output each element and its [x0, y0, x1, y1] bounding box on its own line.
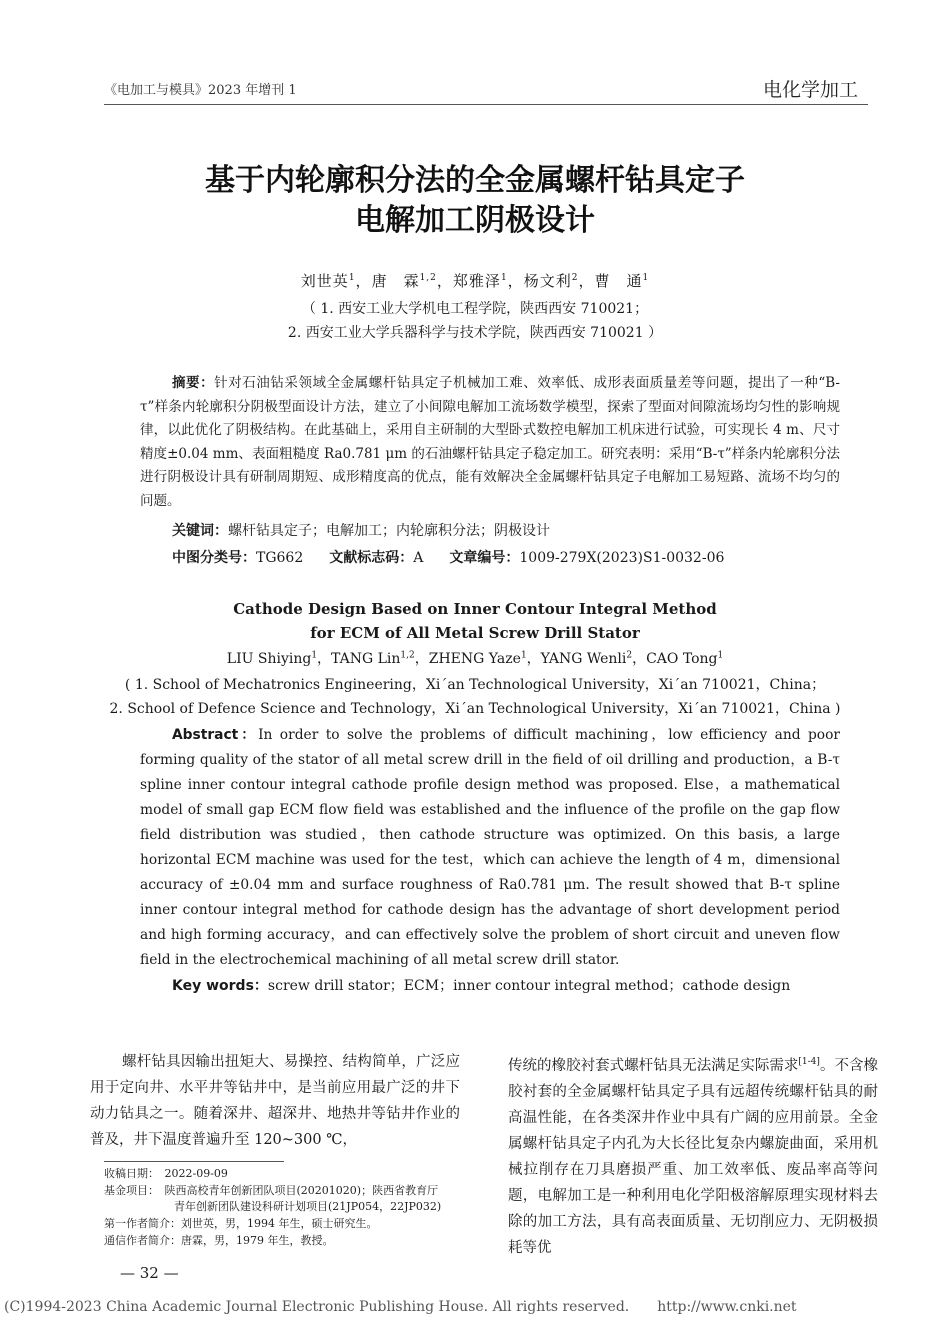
abstract-cn-text: 针对石油钻采领域全金属螺杆钻具定子机械加工难、效率低、成形表面质量差等问题，提出了一种“B-τ”样条内轮廓积分阴极型面设计方法，建立了小间隙电解加工流场数学模型，探索了型面对间隙流场均匀性的影响规律，以此优化了阴极结构。在此基础上，采用自主研制的大型卧式数控电解加工机床进行试验，可实现长 4 m、尺寸精度±0.04 mm、表面粗糙度 Ra0.781 μm 的石油螺杆钻具定子稳定加工。研究表明：采用“B-τ”样条内轮廓积分法进行阴极设计具有研制周期短、成形精度高的优点，能有效解决全金属螺杆钻具定子电解加工易短路、流场不均匀的问题。 [140, 375, 840, 509]
author-cn: 唐 霖 [371, 272, 420, 290]
page-number: — 32 — [120, 1264, 179, 1282]
doc-code-value: A [413, 550, 424, 566]
footnote-received: 收稿日期： 2022-09-09 [104, 1167, 228, 1180]
abstract-en [140, 723, 840, 973]
affiliation-cn-1: （ 1. 西安工业大学机电工程学院，陕西西安 710021； [301, 301, 649, 317]
author-cn: 杨文利 [523, 272, 572, 290]
author-sup: 1,2 [419, 273, 437, 283]
authors-cn: 刘世英$^1$，唐 霖$^{1,2}$，郑雅泽$^1$，杨文利$^2$，曹 通$^1$ [300, 272, 650, 290]
article-no-value: 1009-279X(2023)S1-0032-06 [519, 550, 725, 566]
body-column-right [508, 1049, 878, 1261]
author-en: LIU Shiying [226, 651, 312, 667]
keywords-cn-label: 关键词： [172, 523, 228, 539]
affiliation-cn-2: 2. 西安工业大学兵器科学与技术学院，陕西西安 710021 ） [287, 325, 663, 341]
author-cn: 郑雅泽 [452, 272, 501, 290]
body-text: 传统的橡胶衬套式螺杆钻具无法满足实际需求 [508, 1057, 799, 1074]
author-sup: 2 [626, 650, 633, 661]
section-header: 电化学加工 [762, 79, 858, 101]
author-sup: 1 [520, 650, 527, 661]
clc-value: TG662 [256, 550, 304, 566]
author-cn: 曹 通 [594, 272, 643, 290]
citation: [1-4] [798, 1057, 820, 1067]
keywords-en-text: screw drill stator；ECM；inner contour integral method；cathode design [267, 978, 791, 994]
body-paragraph [508, 1049, 878, 1261]
body-text: 。不含橡胶衬套的全金属螺杆钻具定子具有远超传统螺杆钻具的耐高温性能，在各类深井作业中具有广阔的应用前景。全金属螺杆钻具定子内孔为大长径比复杂内螺旋曲面，采用机械拉削存在刀具磨损严重、加工效率低、废品率高等问题，电解加工是一种利用电化学阳极溶解原理实现材料去除的加工方法，具有高表面质量、无切削应力、无阴极损耗等优 [508, 1057, 879, 1256]
author-cn: 刘世英 [300, 272, 349, 290]
footnote-fund: 基金项目： 陕西高校青年创新团队项目(20201020)；陕西省教育厅 [104, 1184, 439, 1197]
author-sup: 1 [717, 650, 724, 661]
author-sup: 1,2 [400, 650, 415, 661]
doc-code-label: 文献标志码： [329, 550, 414, 566]
copyright-notice: (C)1994-2023 China Academic Journal Electronic Publishing House. All rights reserved. http://www.cnki.net [4, 1299, 797, 1315]
header-divider [104, 104, 868, 105]
footnote-divider [104, 1161, 284, 1162]
author-sup: 1 [311, 650, 318, 661]
body-column-left [90, 1049, 460, 1153]
author-sup: 1 [348, 273, 356, 283]
clc-label: 中图分类号： [172, 550, 256, 566]
affiliation-en-2: 2. School of Defence Science and Technology，Xi´an Technological University，Xi´an 710021，China ) [109, 701, 841, 717]
footnote-fund-cont: 青年创新团队建设科研计划项目(21JP054，22JP032) [174, 1200, 442, 1213]
title-cn-line1: 基于内轮廓积分法的全金属螺杆钻具定子 [205, 163, 745, 198]
author-en: ZHENG Yaze [428, 651, 521, 667]
journal-header: 《电加工与模具》2023 年增刊 1 [104, 83, 297, 98]
title-cn-line2: 电解加工阴极设计 [355, 203, 595, 238]
keywords-cn-text: 螺杆钻具定子；电解加工；内轮廓积分法；阴极设计 [228, 523, 550, 539]
classification-line [172, 547, 724, 567]
author-sup: 1 [642, 273, 650, 283]
abstract-cn-label: 摘要： [172, 375, 215, 391]
footnote-corresponding: 通信作者简介：唐霖，男，1979 年生，教授。 [104, 1234, 334, 1247]
authors-en: LIU Shiying$^1$，TANG Lin$^{1,2}$，ZHENG Yaze$^1$，YANG Wenli$^2$，CAO Tong$^1$ [226, 650, 724, 667]
footnote-first-author: 第一作者简介：刘世英，男，1994 年生，硕士研究生。 [104, 1217, 378, 1230]
author-sup: 1 [500, 273, 508, 283]
keywords-en-label: Key words： [172, 978, 268, 994]
author-en: TANG Lin [331, 651, 401, 667]
title-en-line2: for ECM of All Metal Screw Drill Stator [310, 624, 640, 642]
body-paragraph: 螺杆钻具因输出扭矩大、易操控、结构简单，广泛应用于定向井、水平井等钻井中，是当前应用最广泛的井下动力钻具之一。随着深井、超深井、地热井等钻井作业的普及，井下温度普遍升至 120~300 ℃， [90, 1054, 460, 1148]
abstract-cn [140, 372, 840, 513]
keywords-en [172, 975, 790, 995]
article-no-label: 文章编号： [449, 550, 520, 566]
author-en: CAO Tong [646, 651, 718, 667]
title-en-line1: Cathode Design Based on Inner Contour Integral Method [233, 600, 717, 618]
keywords-cn [172, 520, 550, 540]
author-en: YANG Wenli [540, 651, 627, 667]
abstract-en-text: In order to solve the problems of difficult machining，low efficiency and poor forming quality of the stator of all metal screw drill in the field of oil drilling and production，a B-τ spline inner contour integral cathode profile design method was proposed. Else，a mathematical model of small gap ECM flow field was established and the influence of the profile on the gap flow field distribution was studied，then cathode structure was optimized. On this basis, a large horizontal ECM machine was used for the test，which can achieve the length of 4 m，dimensional accuracy of ±0.04 mm and surface roughness of Ra0.781 μm. The result showed that B-τ spline inner contour integral method for cathode design has the advantage of short development period and high forming accuracy，and can effectively solve the problem of short circuit and uneven flow field in the electrochemical machining of all metal screw drill stator. [140, 727, 841, 968]
affiliation-en-1: ( 1. School of Mechatronics Engineering，Xi´an Technological University，Xi´an 710021，China； [124, 677, 826, 693]
author-sup: 2 [571, 273, 579, 283]
abstract-en-label: Abstract： [172, 727, 259, 743]
